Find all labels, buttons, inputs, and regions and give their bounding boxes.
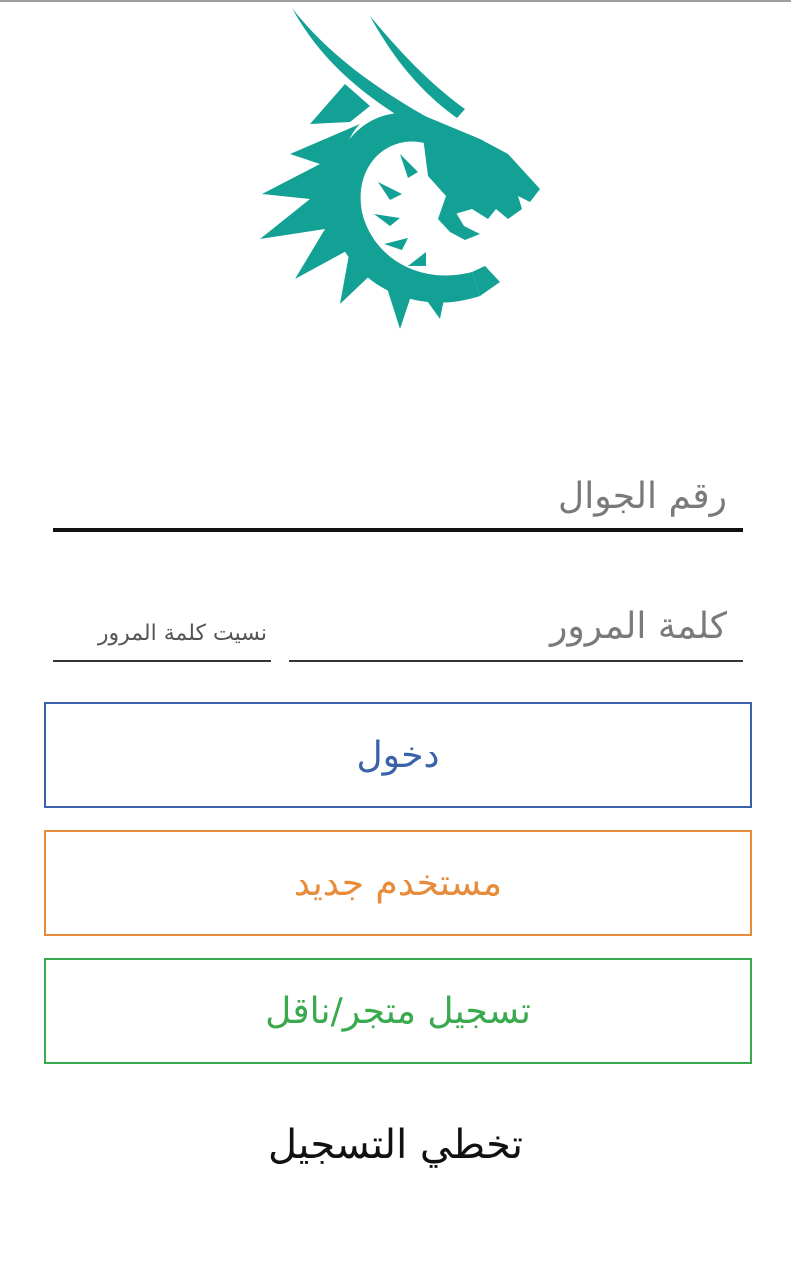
phone-input[interactable]: [53, 464, 743, 528]
register-merchant-button[interactable]: تسجيل متجر/ناقل: [44, 958, 752, 1064]
login-button[interactable]: دخول: [44, 702, 752, 808]
forgot-password-link[interactable]: نسيت كلمة المرور: [53, 612, 271, 662]
phone-field[interactable]: [53, 464, 743, 532]
dragon-icon: [250, 4, 550, 339]
password-input[interactable]: [289, 592, 743, 660]
skip-registration-link[interactable]: تخطي التسجيل: [267, 1122, 524, 1168]
new-user-button[interactable]: مستخدم جديد: [44, 830, 752, 936]
password-field[interactable]: [289, 592, 743, 662]
